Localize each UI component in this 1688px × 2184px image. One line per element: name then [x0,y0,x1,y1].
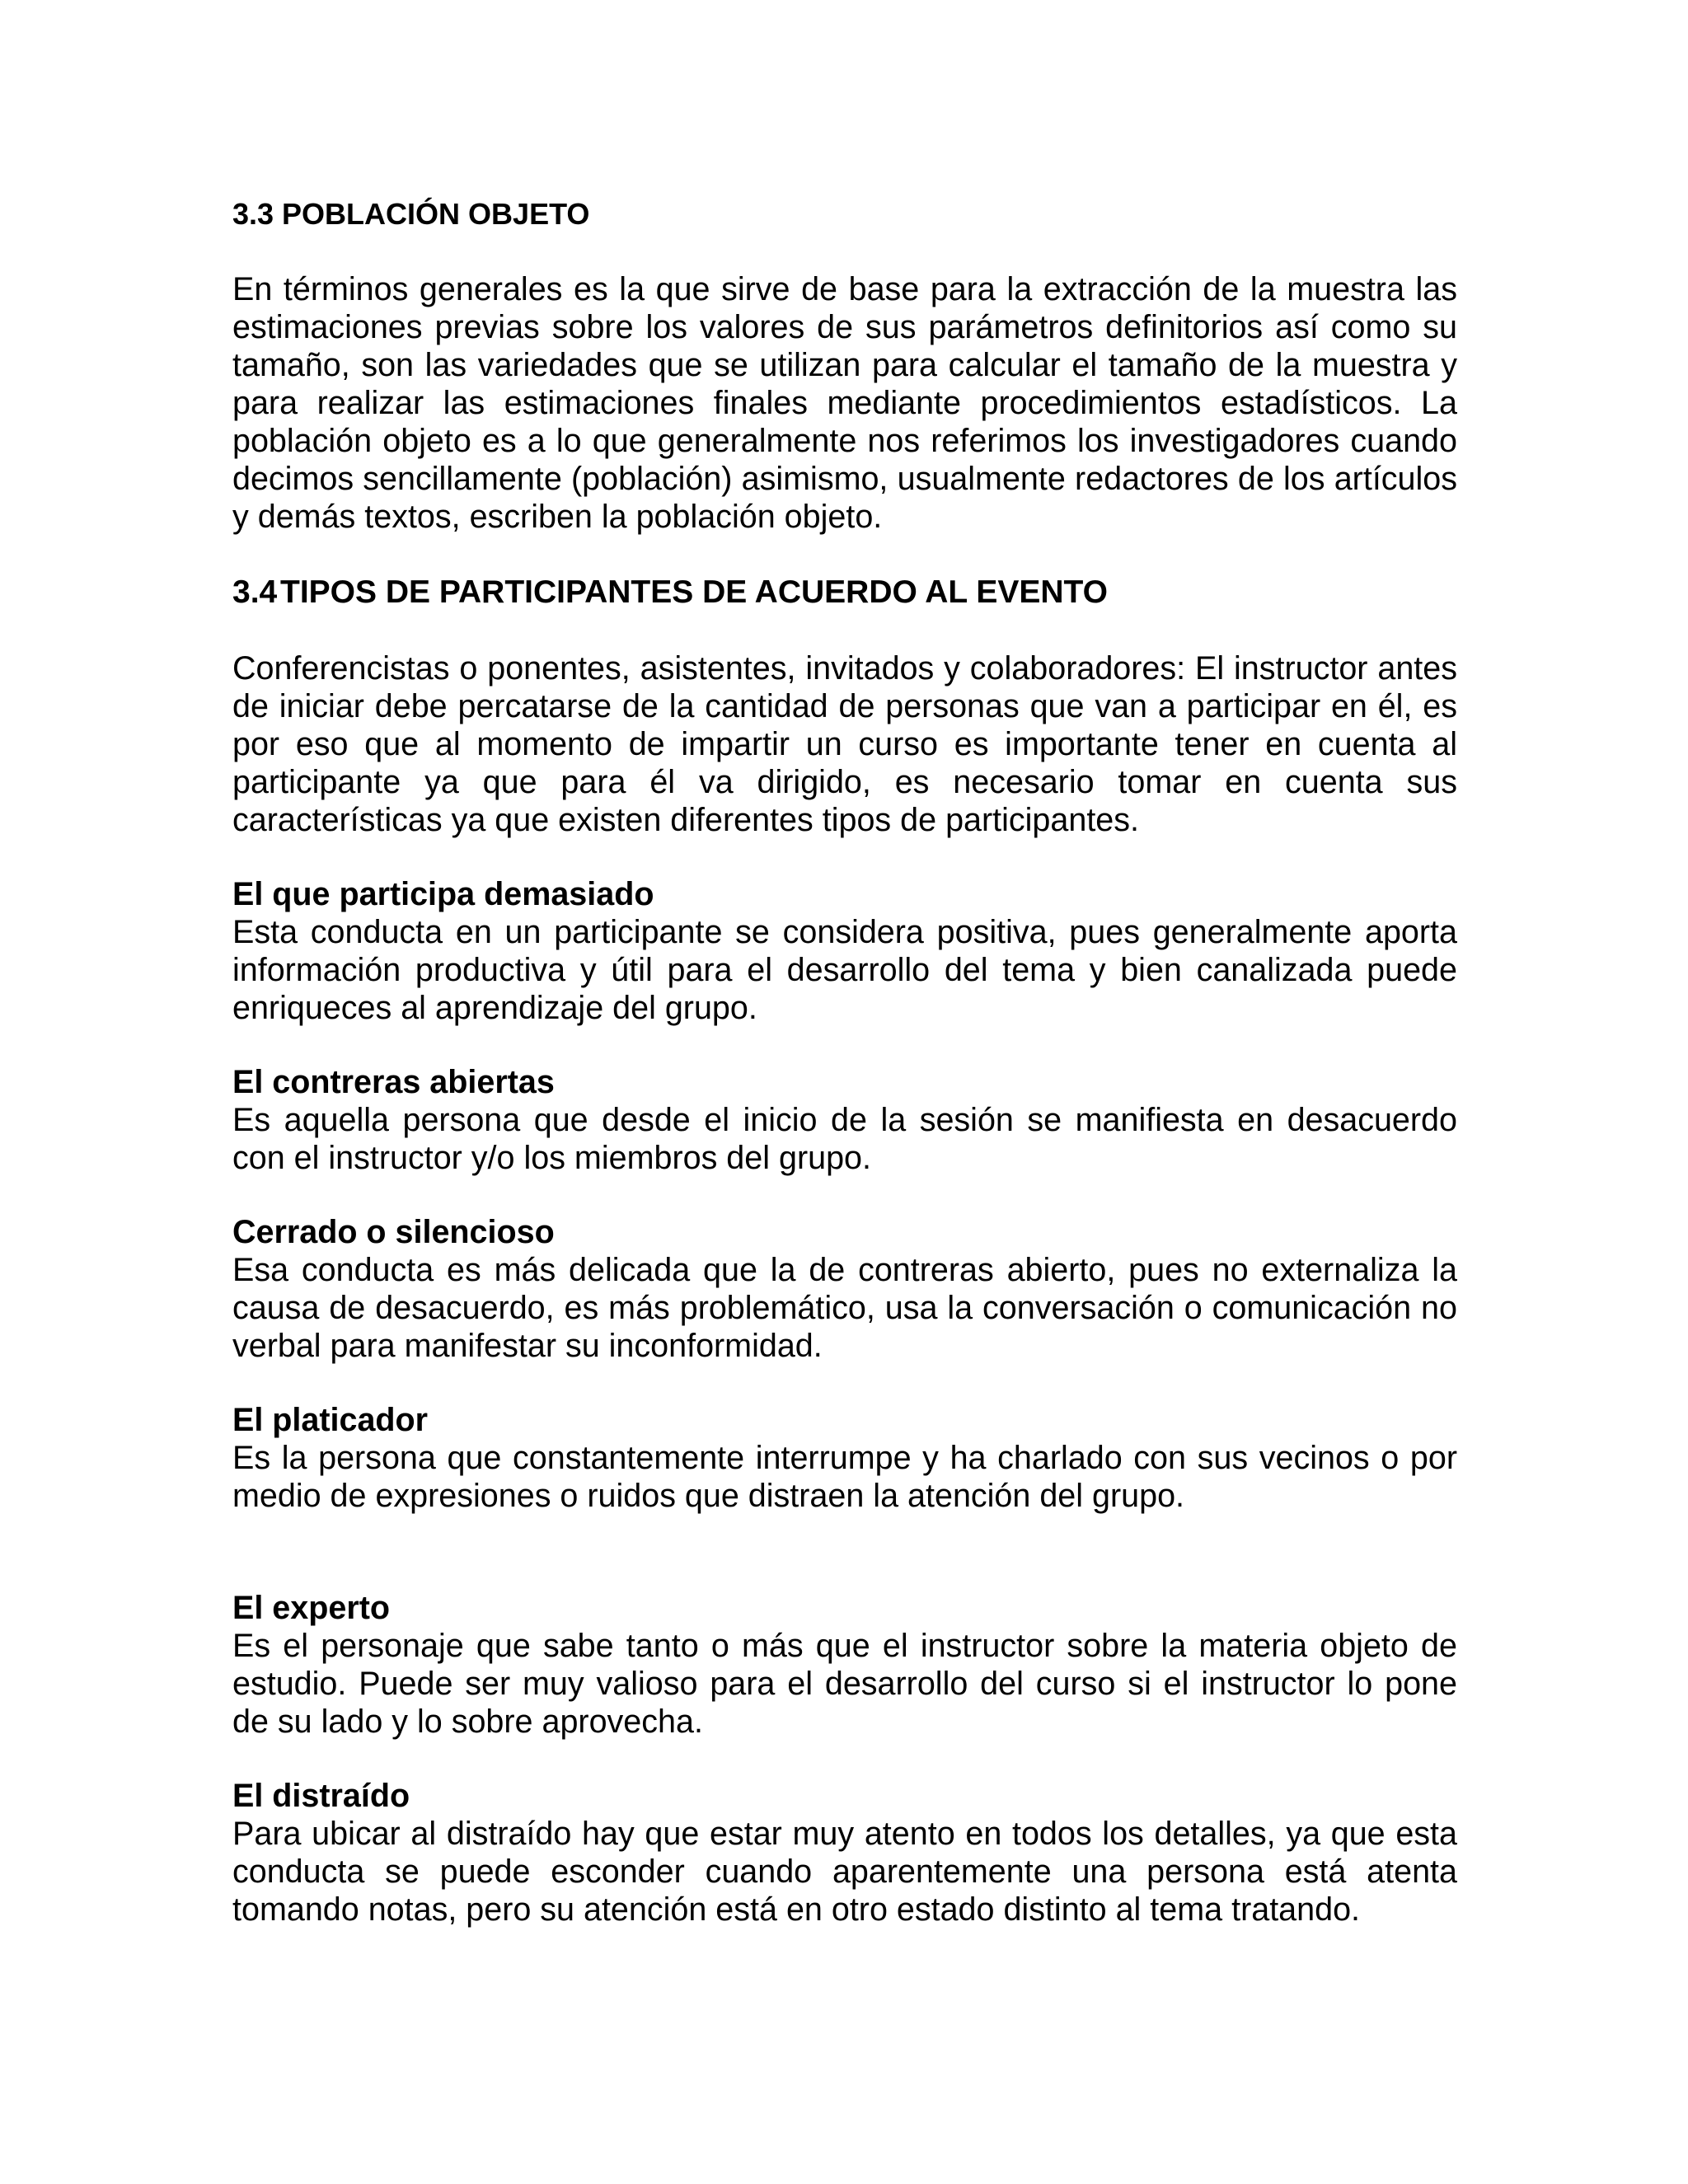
participant-type-title: El experto [232,1590,390,1626]
participant-type-participa-demasiado [232,875,1457,1027]
participant-type-text: Es el personaje que sabe tanto o más que el instructor sobre la materia objeto de estudio. Puede ser muy valioso para el desarrollo del curso si el instructor lo pone de su lado y lo sobre aprovecha. [232,1628,1457,1740]
participant-type-distraido [232,1777,1457,1929]
participant-type-title: El platicador [232,1402,429,1438]
participant-type-platicador [232,1401,1457,1515]
participant-type-text: Esta conducta en un participante se considera positiva, pues generalmente aporta información productiva y útil para el desarrollo del tema y bien canalizada puede enriqueces al aprendizaje del grupo. [232,914,1457,1026]
participant-type-cerrado-silencioso [232,1213,1457,1365]
section-heading-tipos-participantes [232,572,1457,613]
participant-type-text: Es la persona que constantemente interrumpe y ha charlado con sus vecinos o por medio de expresiones o ruidos que distraen la atención del grupo. [232,1440,1457,1514]
section-heading-poblacion-objeto: 3.3 POBLACIÓN OBJETO [232,197,590,231]
section-number: 3.4 [232,574,278,610]
participant-type-experto [232,1589,1457,1741]
participant-type-title: El contreras abiertas [232,1064,555,1100]
participant-type-title: El distraído [232,1778,410,1814]
paragraph-poblacion-objeto: En términos generales es la que sirve de base para la extracción de la muestra las estimaciones previas sobre los valores de sus parámetros definitorios así como su tamaño, son las variedades que se utilizan para calcular el tamaño de la muestra y para realizar las estimaciones finales mediante procedimientos estadísticos. La población objeto es a lo que generalmente nos referimos los investigadores cuando decimos sencillamente (población) asimismo, usualmente redactores de los artículos y demás textos, escriben la población objeto. [232,271,1457,535]
participant-type-text: Esa conducta es más delicada que la de contreras abierto, pues no externaliza la causa de desacuerdo, es más problemático, usa la conversación o comunicación no verbal para manifestar su inconformidad. [232,1252,1457,1364]
participant-type-contreras-abiertas [232,1063,1457,1177]
participant-type-title: El que participa demasiado [232,876,654,912]
participant-type-title: Cerrado o silencioso [232,1214,555,1250]
participant-type-text: Para ubicar al distraído hay que estar muy atento en todos los detalles, ya que esta conducta se puede esconder cuando aparentemente una persona está atenta tomando notas, pero su atención está en otro estado distinto al tema tratando. [232,1816,1457,1928]
section-title: TIPOS DE PARTICIPANTES DE ACUERDO AL EVENTO [280,574,1109,610]
paragraph-tipos-participantes: Conferencistas o ponentes, asistentes, invitados y colaboradores: El instructor antes de iniciar debe percatarse de la cantidad de personas que van a participar en él, es por eso que al momento de impartir un curso es importante tener en cuenta al participante ya que para él va dirigido, es necesario tomar en cuenta sus características ya que existen diferentes tipos de participantes. [232,650,1457,838]
participant-type-text: Es aquella persona que desde el inicio de la sesión se manifiesta en desacuerdo con el instructor y/o los miembros del grupo. [232,1102,1457,1176]
